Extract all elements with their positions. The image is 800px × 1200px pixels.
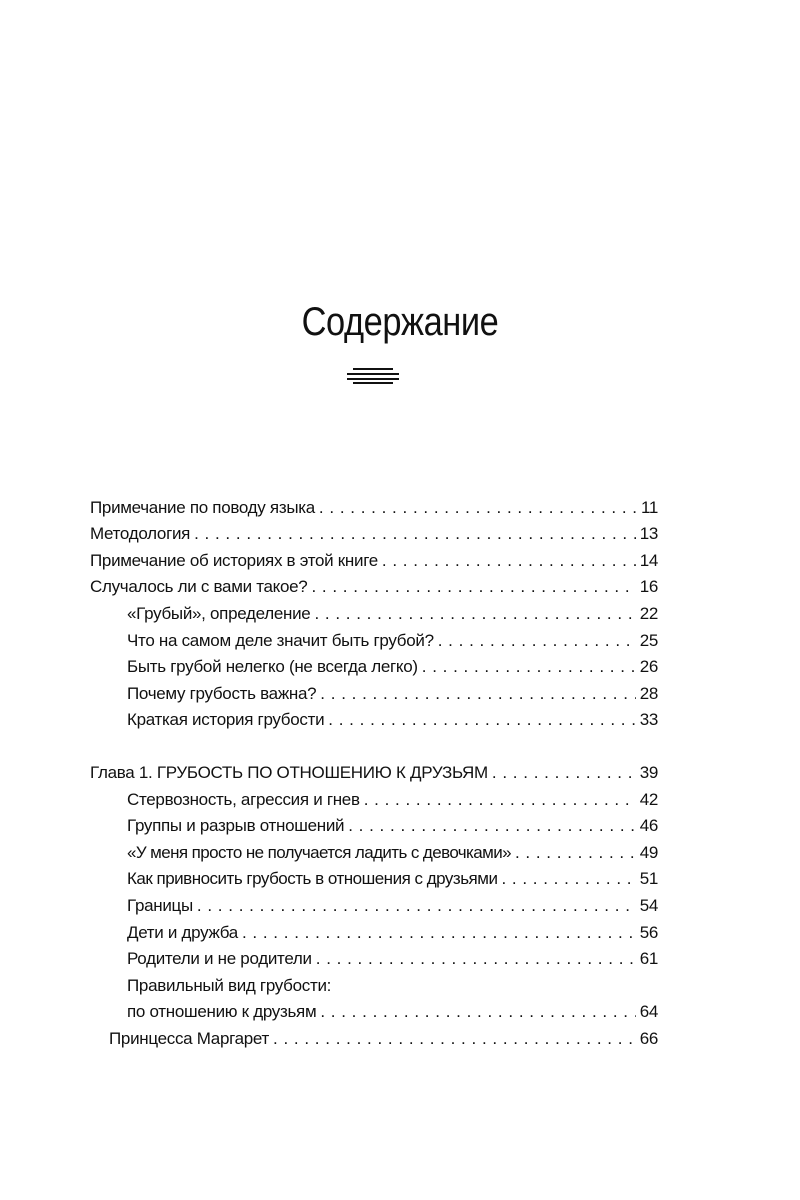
toc-entry[interactable] [90,491,658,518]
toc-entry-label: Примечание об историях в этой книге [90,550,378,570]
toc-entry-page: 61 [639,949,658,969]
toc-entry-page: 49 [639,842,658,862]
toc-entry-page: 14 [639,550,658,570]
toc-entry[interactable] [90,624,658,651]
toc-entry[interactable] [90,996,658,1023]
toc-entry-label: Методология [90,524,191,544]
toc-entry-label: Принцесса Маргарет [109,1028,270,1048]
toc-leader-dots [316,949,636,969]
toc-entry-label: Быть грубой нелегко (не всегда легко) [127,657,418,677]
toc-leader-dots [197,896,636,916]
toc-entry-first-line[interactable] [90,969,658,996]
toc-entry-label: по отношению к друзьям [127,1002,317,1022]
toc-entry-page: 39 [639,762,658,782]
toc-entry-page: 46 [639,816,658,836]
toc-entry-label: Группы и разрыв отношений [127,816,345,836]
toc-entry[interactable] [90,836,658,863]
ornament-line [347,378,399,380]
toc-leader-dots [501,869,635,889]
toc-entry-page: 56 [639,922,658,942]
toc-leader-dots [194,524,636,544]
toc-entry-label: Дети и дружба [127,922,238,942]
toc-entry-label: «Грубый», определение [127,603,311,623]
toc-entry[interactable] [90,704,658,731]
toc-entry[interactable] [90,889,658,916]
toc-entry[interactable] [90,783,658,810]
toc-entry[interactable] [90,544,658,571]
toc-entry-label: Правильный вид грубости: [127,975,332,995]
toc-entry[interactable] [90,571,658,598]
toc-entry-label: Границы [127,895,193,915]
toc-entry[interactable] [90,863,658,890]
toc-leader-dots [328,710,635,730]
toc-leader-dots [314,604,635,624]
toc-leader-dots [382,551,636,571]
toc-entry-label: Стервозность, агрессия и гнев [127,789,360,809]
toc-entry-page: 16 [639,577,658,597]
toc-leader-dots [320,684,635,704]
toc-leader-dots [348,816,635,836]
toc-entry[interactable] [90,1022,658,1049]
toc-entry-page: 54 [639,895,658,915]
toc-leader-dots [492,763,636,783]
toc-entry[interactable] [90,916,658,943]
toc-entry-page: 28 [639,683,658,703]
toc-entry-label: Краткая история грубости [127,710,325,730]
table-of-contents [90,491,658,1049]
toc-entry-page: 13 [639,524,658,544]
toc-leader-dots [364,790,636,810]
ornament-line [347,373,399,375]
toc-entry[interactable] [90,651,658,678]
toc-entry-page: 25 [639,630,658,650]
toc-leader-dots [311,577,635,597]
toc-leader-dots [273,1029,636,1049]
title-ornament [347,368,399,384]
toc-leader-dots [438,631,636,651]
toc-entry-page: 42 [639,789,658,809]
ornament-line [353,368,393,370]
toc-entry[interactable] [90,943,658,970]
toc-entry-label: Случалось ли с вами такое? [90,577,308,597]
ornament-line [353,382,393,384]
toc-entry-page: 51 [639,869,658,889]
toc-leader-dots [319,498,637,518]
toc-entry-label: Глава 1. ГРУБОСТЬ ПО ОТНОШЕНИЮ К ДРУЗЬЯМ [90,762,488,782]
toc-leader-dots [422,657,636,677]
toc-entry-page: 22 [639,603,658,623]
toc-entry-label: «У меня просто не получается ладить с девочками» [127,842,511,862]
toc-entry[interactable] [90,597,658,624]
toc-entry-label: Что на самом деле значит быть грубой? [127,630,434,650]
toc-entry-label: Примечание по поводу языка [90,497,315,517]
toc-entry-label: Как привносить грубость в отношения с друзьями [127,869,498,889]
toc-entry-label: Почему грубость важна? [127,683,317,703]
toc-entry-page: 66 [639,1028,658,1048]
toc-entry-page: 11 [640,497,658,517]
toc-leader-dots [515,843,636,863]
page-title: Содержание [301,300,499,344]
toc-entry[interactable] [90,518,658,545]
toc-entry-page: 33 [639,710,658,730]
toc-entry[interactable] [90,677,658,704]
toc-entry[interactable] [90,810,658,837]
toc-leader-dots [242,923,636,943]
toc-entry-label: Родители и не родители [127,949,312,969]
toc-leader-dots [320,1002,635,1022]
toc-chapter-entry[interactable] [90,756,658,783]
toc-entry-page: 64 [639,1002,658,1022]
toc-entry-page: 26 [639,657,658,677]
